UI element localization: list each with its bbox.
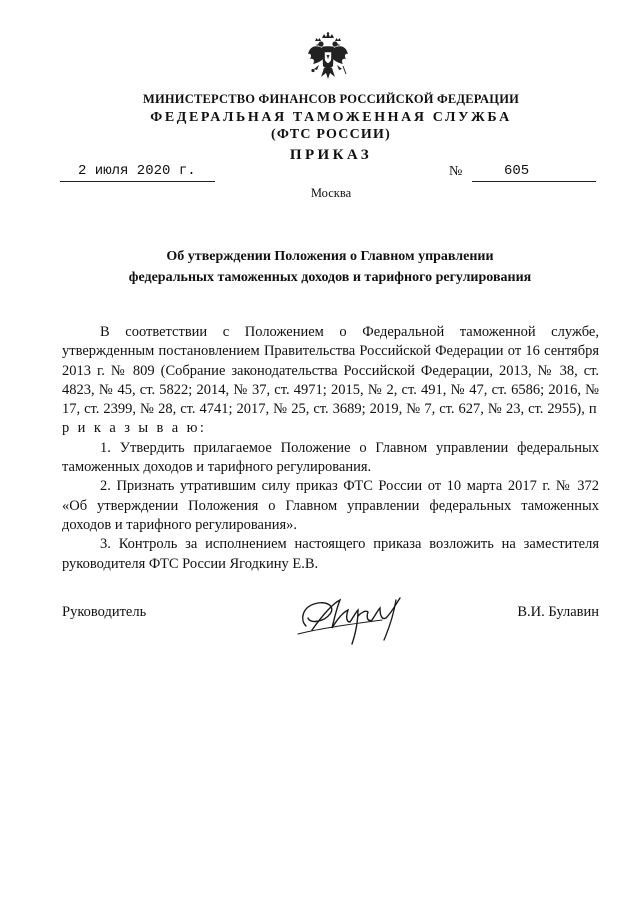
signer-name: В.И. Булавин xyxy=(517,604,599,620)
ministry-name: МИНИСТЕРСТВО ФИНАНСОВ РОССИЙСКОЙ ФЕДЕРАЦИИ xyxy=(142,92,520,106)
issue-city: Москва xyxy=(310,186,352,200)
document-title-line-2: федеральных таможенных доходов и тарифного регулирования xyxy=(128,270,532,285)
number-field xyxy=(472,161,596,182)
signature-block xyxy=(62,604,599,664)
date-field xyxy=(60,161,215,182)
order-word: п р и к а з ы в а ю: xyxy=(62,401,600,437)
signer-role: Руководитель xyxy=(62,604,147,620)
order-number: 605 xyxy=(504,163,530,179)
document-title xyxy=(60,246,600,288)
order-item-1: 1. Утвердить прилагаемое Положение о Главном управлении федеральных таможенных доходов и тарифного регулирования. xyxy=(62,439,599,476)
preamble-text: В соответствии с Положением о Федеральной таможенной службе, утвержденным постановлением Правительства Российской Федерации от 16 сентября 2013 г. № 809 (Собрание законодательства Российской Федерации, 2013, № 38, ст. 4823, № 45, ст. 5822; 2014, № 37, ст. 4971; 2015, № 2, ст. 491, № 47, ст. 6586; 2016, № 17, ст. 2399, № 28, ст. 4741; 2017, № 25, ст. 3689; 2019, № 7, ст. 627, № 23, ст. 2955), xyxy=(62,324,599,418)
order-item-3: 3. Контроль за исполнением настоящего приказа возложить на заместителя руководителя ФТС России Ягодкину Е.В. xyxy=(62,536,599,572)
russian-coat-of-arms-icon xyxy=(307,32,349,82)
document-title-line-1: Об утверждении Положения о Главном управлении xyxy=(166,249,494,264)
service-name: ФЕДЕРАЛЬНАЯ ТАМОЖЕННАЯ СЛУЖБА xyxy=(150,110,512,125)
service-abbreviation: (ФТС РОССИИ) xyxy=(271,127,391,142)
number-sign: № xyxy=(449,164,463,179)
document-body xyxy=(62,323,599,574)
document-type: ПРИКАЗ xyxy=(289,147,373,163)
order-date: 2 июля 2020 г. xyxy=(78,163,196,179)
order-item-2: 2. Признать утратившим силу приказ ФТС России от 10 марта 2017 г. № 372 «Об утверждении Положения о Главном управлении федеральных таможенных доходов и тарифного регулирования». xyxy=(62,478,599,533)
handwritten-signature-icon xyxy=(292,586,412,648)
preamble-paragraph xyxy=(62,323,599,439)
